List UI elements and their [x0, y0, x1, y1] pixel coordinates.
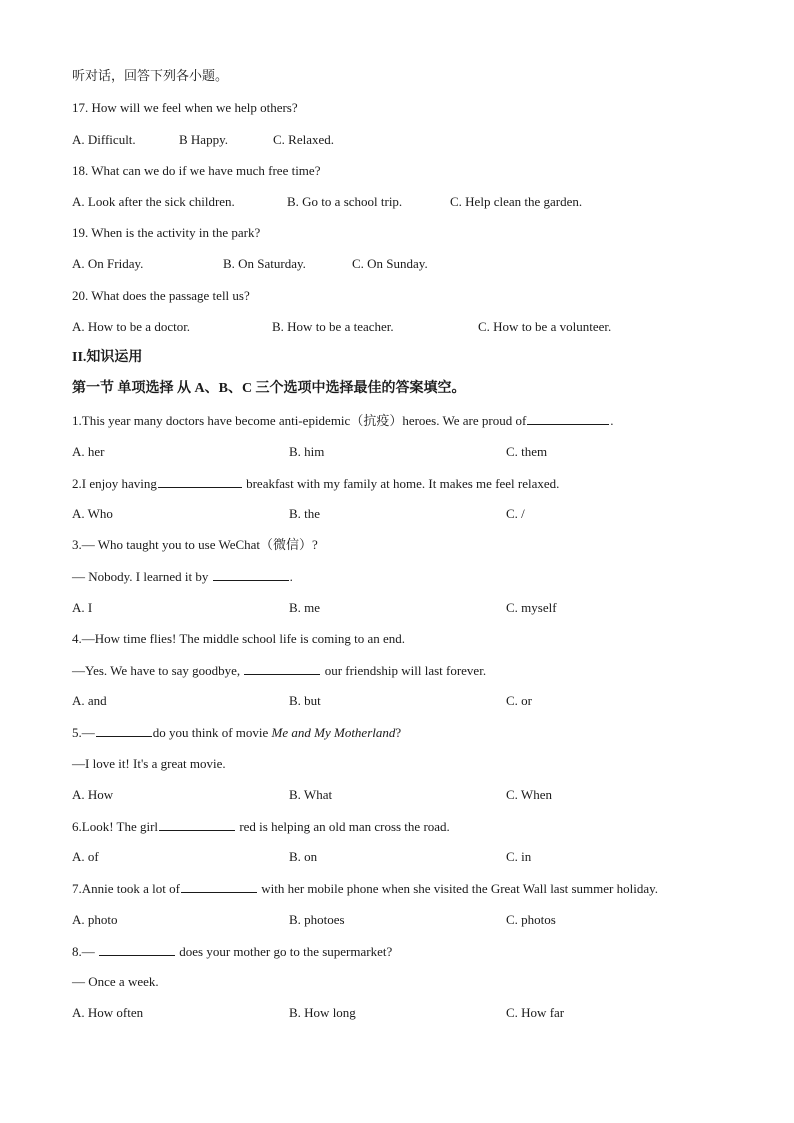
question-17: 17. How will we feel when we help others? [72, 100, 298, 115]
q7-option-a: A. photo [72, 912, 118, 927]
answer-blank [99, 943, 175, 956]
q2-option-a: A. Who [72, 506, 113, 521]
question-2: 2.I enjoy having breakfast with my family at home. It makes me feel relaxed. [72, 476, 560, 491]
q18-option-c: C. Help clean the garden. [450, 194, 583, 209]
q20-option-a: A. How to be a doctor. [72, 319, 191, 334]
q18-option-a: A. Look after the sick children. [72, 194, 235, 209]
q6-option-c: C. in [506, 849, 532, 864]
answer-blank [527, 412, 609, 425]
q6-option-a: A. of [72, 849, 99, 864]
q4-option-a: A. and [72, 693, 107, 708]
q3-option-b: B. me [289, 600, 321, 615]
question-6: 6.Look! The girl red is helping an old man cross the road. [72, 819, 450, 834]
q19-option-a: A. On Friday. [72, 256, 144, 271]
q1-option-a: A. her [72, 444, 105, 459]
q5-option-c: C. When [506, 787, 552, 802]
question-8-reply: — Once a week. [72, 974, 159, 989]
answer-blank [158, 475, 242, 488]
answer-blank [213, 568, 289, 581]
question-20: 20. What does the passage tell us? [72, 288, 250, 303]
q2-option-c: C. / [506, 506, 525, 521]
q8-option-b: B. How long [289, 1005, 356, 1020]
q8-option-c: C. How far [506, 1005, 565, 1020]
q5-option-a: A. How [72, 787, 114, 802]
q1-option-b: B. him [289, 444, 325, 459]
q20-option-c: C. How to be a volunteer. [478, 319, 612, 334]
q1-option-c: C. them [506, 444, 548, 459]
question-4-reply: —Yes. We have to say goodbye, our friendship will last forever. [72, 663, 487, 678]
q17-option-b: B Happy. [179, 132, 228, 147]
q6-option-b: B. on [289, 849, 318, 864]
question-3: 3.— Who taught you to use WeChat（微信）? [72, 537, 318, 552]
q4-option-b: B. but [289, 693, 321, 708]
question-18: 18. What can we do if we have much free time? [72, 163, 321, 178]
q7-option-b: B. photoes [289, 912, 345, 927]
question-8: 8.— does your mother go to the supermarket? [72, 944, 393, 959]
q3-option-a: A. I [72, 600, 93, 615]
q4-option-c: C. or [506, 693, 532, 708]
movie-title: Me and My Motherland [271, 725, 396, 740]
q8-option-a: A. How often [72, 1005, 144, 1020]
answer-blank [181, 880, 257, 893]
answer-blank [96, 724, 152, 737]
q2-option-b: B. the [289, 506, 321, 521]
q3-option-c: C. myself [506, 600, 557, 615]
q20-option-b: B. How to be a teacher. [272, 319, 394, 334]
q19-option-b: B. On Saturday. [223, 256, 306, 271]
q18-option-b: B. Go to a school trip. [287, 194, 403, 209]
question-19: 19. When is the activity in the park? [72, 225, 261, 240]
question-3-reply: — Nobody. I learned it by . [72, 569, 293, 584]
question-1: 1.This year many doctors have become anti-epidemic（抗疫）heroes. We are proud of . [72, 413, 614, 428]
section-heading: II.知识运用 [72, 350, 143, 365]
question-5-reply: —I love it! It's a great movie. [72, 756, 226, 771]
section-subheading: 第一节 单项选择 从 A、B、C 三个选项中选择最佳的答案填空。 [72, 381, 466, 396]
q7-option-c: C. photos [506, 912, 556, 927]
answer-blank [159, 818, 235, 831]
q17-option-a: A. Difficult. [72, 132, 136, 147]
question-4: 4.—How time flies! The middle school life is coming to an end. [72, 631, 406, 646]
listening-instruction: 听对话，回答下列各小题。 [72, 68, 229, 83]
q17-option-c: C. Relaxed. [273, 132, 335, 147]
question-5: 5.— do you think of movie Me and My Motherland? [72, 725, 402, 740]
question-7: 7.Annie took a lot of with her mobile phone when she visited the Great Wall last summer holiday. [72, 881, 659, 896]
q19-option-c: C. On Sunday. [352, 256, 428, 271]
answer-blank [244, 662, 320, 675]
q5-option-b: B. What [289, 787, 333, 802]
